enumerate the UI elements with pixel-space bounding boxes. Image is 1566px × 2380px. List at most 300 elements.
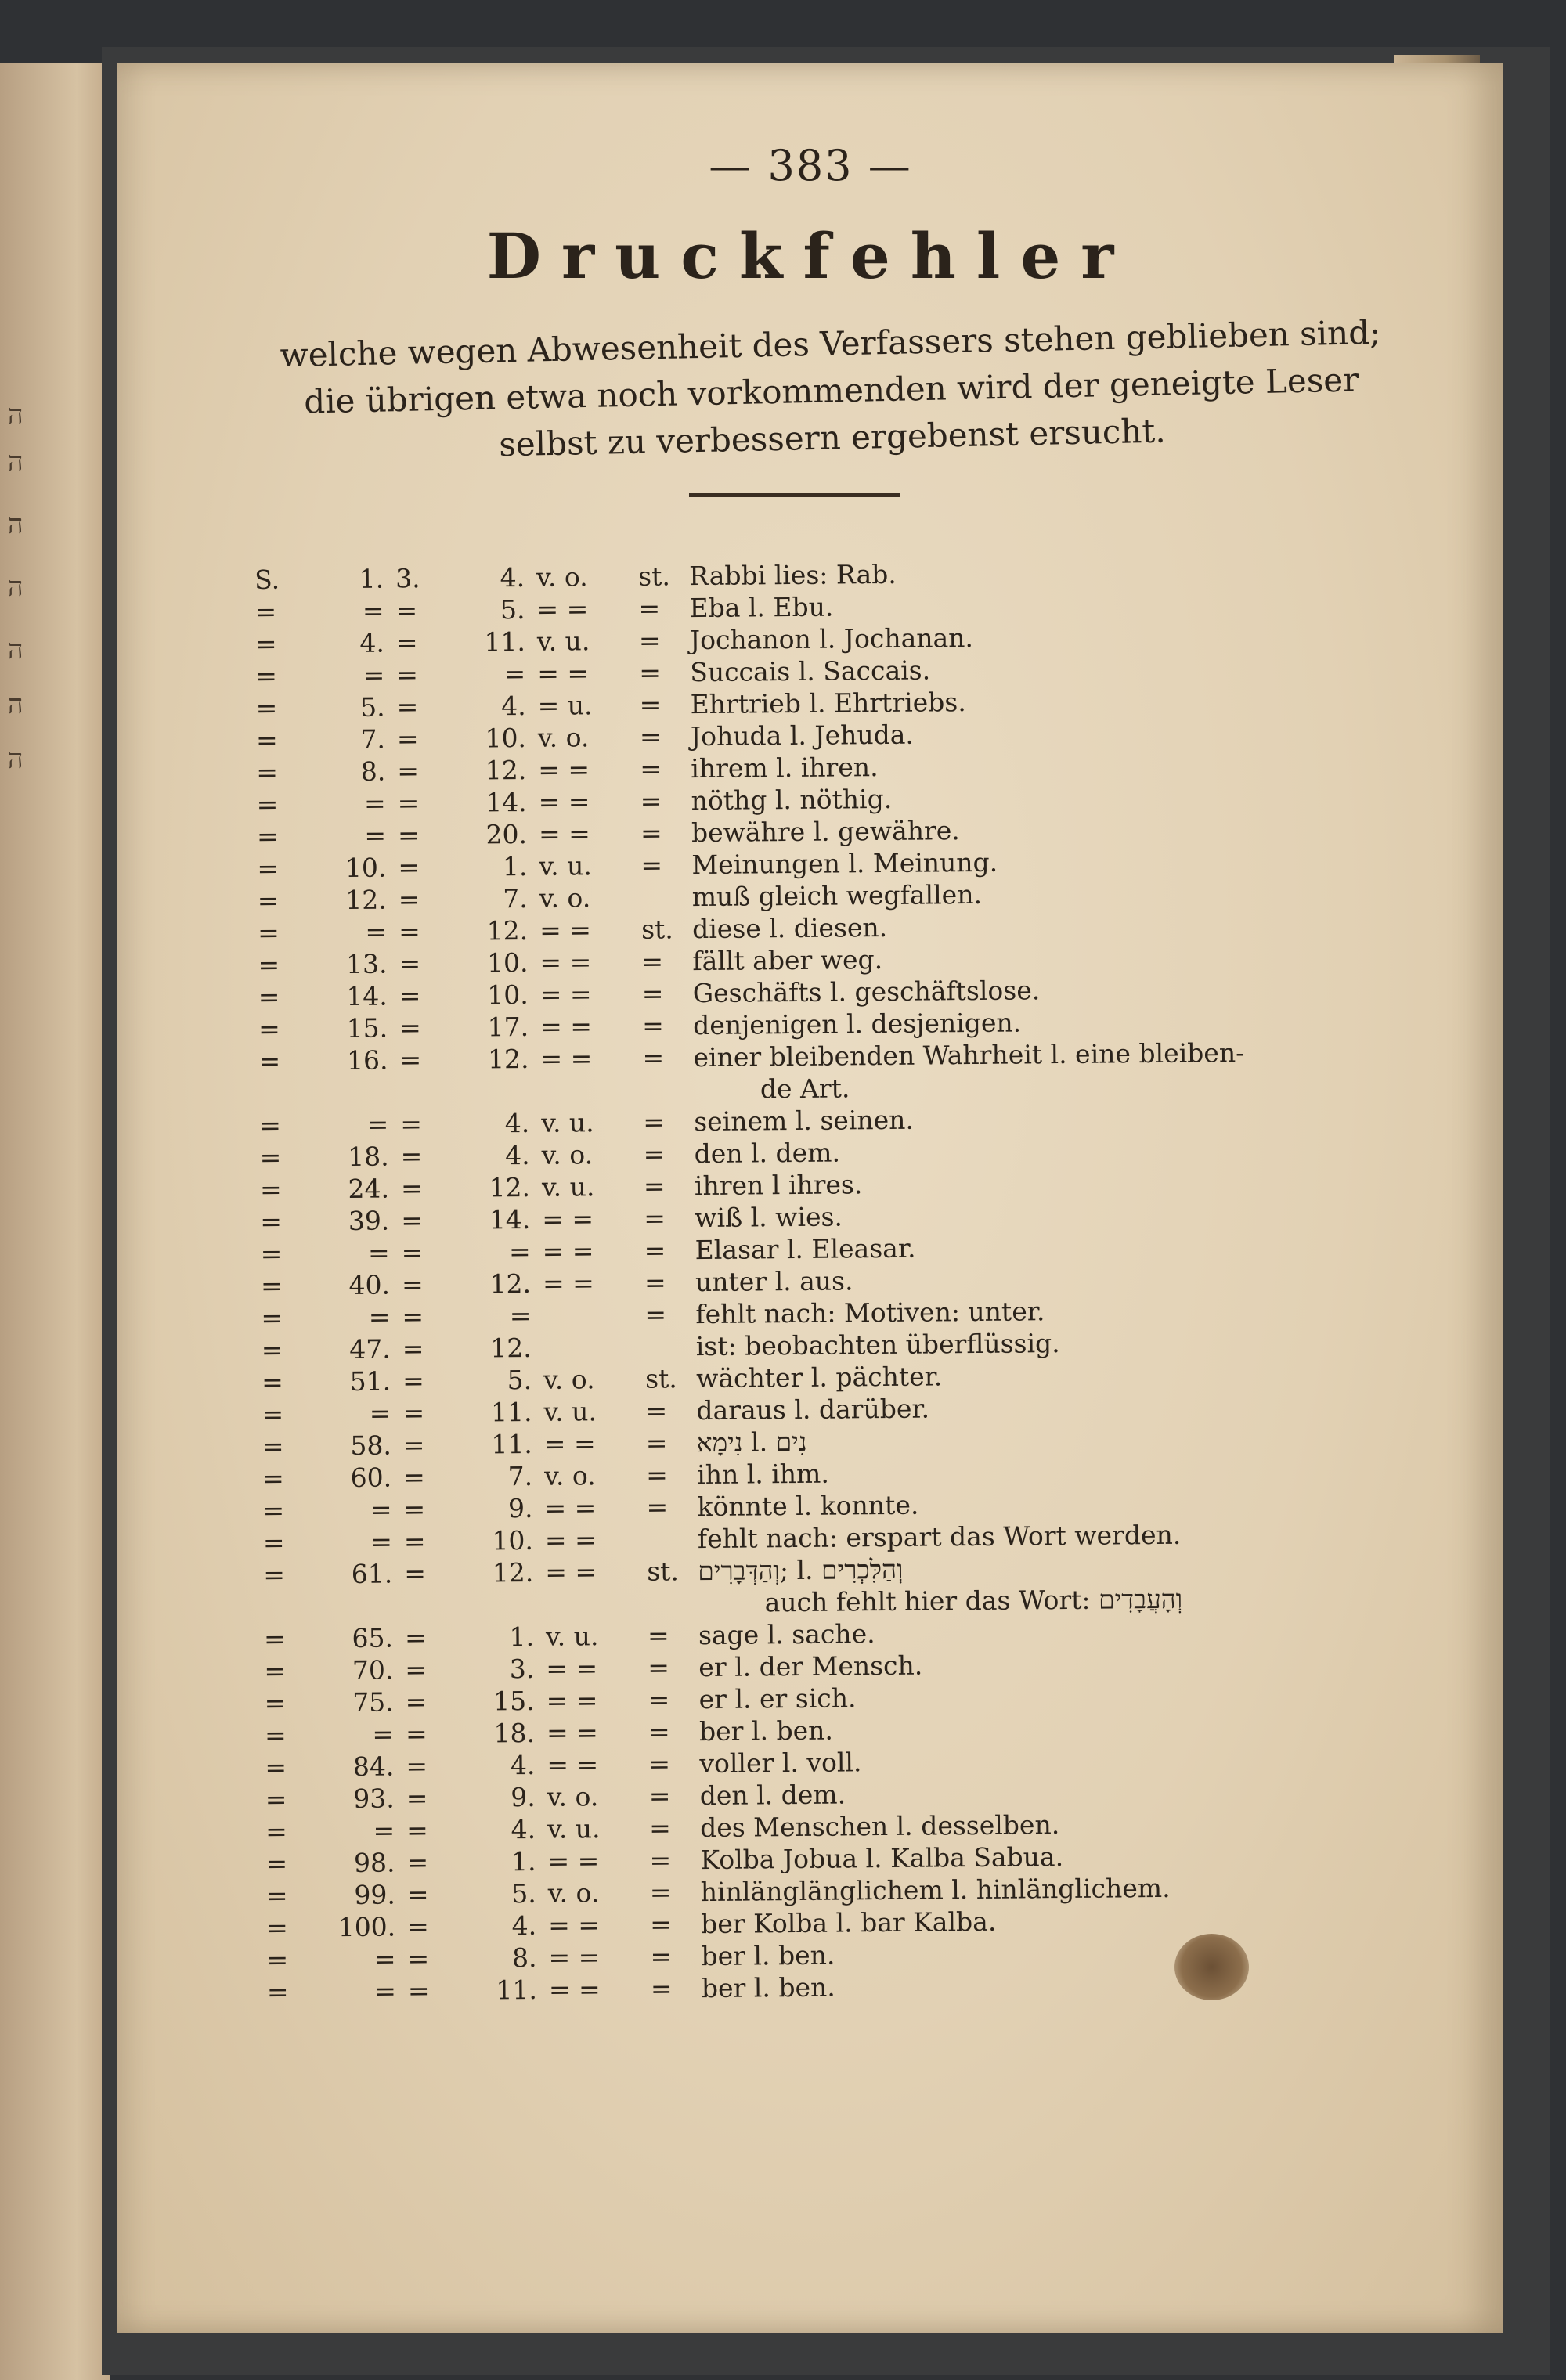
previous-page-edge	[0, 63, 110, 2380]
errata-marker: =	[643, 1138, 690, 1170]
errata-correction: hinlänglänglichem l. hinlänglichem.	[701, 1872, 1171, 1908]
errata-correction: Kolba Jobua l. Kalba Sabua.	[700, 1841, 1063, 1876]
ink-stain	[1174, 1934, 1249, 2000]
errata-page-number: 51.	[328, 1365, 391, 1398]
errata-page-prefix: =	[262, 1333, 309, 1366]
errata-page-prefix: =	[257, 852, 304, 885]
errata-correction: wächter l. pächter.	[696, 1360, 943, 1394]
errata-direction: = =	[545, 1524, 647, 1556]
errata-direction: = =	[547, 1684, 648, 1717]
errata-line-number: 10.	[449, 947, 528, 979]
hebrew-glyph: ה	[8, 634, 23, 665]
errata-page-number: 100.	[333, 1910, 395, 1943]
errata-line-number: 4.	[451, 1139, 529, 1172]
errata-separator: =	[403, 1461, 435, 1493]
errata-direction: = =	[539, 817, 640, 850]
errata-page-number: =	[326, 1109, 388, 1141]
errata-line-number: 12.	[448, 754, 526, 787]
errata-direction: v. o.	[539, 882, 641, 914]
errata-correction: seinem l. seinen.	[694, 1104, 914, 1138]
errata-line-number: 7.	[449, 882, 528, 915]
errata-direction: = =	[547, 1716, 648, 1749]
errata-line-number: 18.	[456, 1717, 535, 1750]
errata-marker: =	[640, 720, 687, 753]
hebrew-glyph: ה	[8, 509, 23, 540]
errata-direction: = =	[536, 593, 638, 626]
errata-separator: =	[399, 915, 430, 947]
errata-correction: denjenigen l. desjenigen.	[693, 1006, 1021, 1041]
errata-page-number: 40.	[327, 1269, 390, 1302]
errata-marker	[641, 881, 688, 882]
errata-direction: = =	[538, 753, 640, 786]
errata-page-number: =	[321, 595, 384, 628]
errata-correction: ihn l. ihm.	[697, 1458, 829, 1491]
errata-page-prefix: =	[264, 1654, 311, 1687]
errata-page-number: 47.	[328, 1333, 391, 1366]
errata-page-number: 7.	[323, 723, 385, 756]
errata-marker: =	[640, 849, 687, 882]
errata-line-number: 4.	[446, 561, 525, 594]
errata-page-prefix: =	[261, 1269, 308, 1302]
errata-marker: =	[648, 1715, 695, 1748]
errata-separator: =	[396, 658, 428, 691]
errata-separator: =	[406, 1750, 437, 1782]
errata-line-number: 11.	[459, 1974, 537, 2007]
errata-separator: =	[397, 723, 428, 755]
errata-direction: = =	[539, 946, 641, 979]
errata-direction: = =	[543, 1267, 644, 1300]
errata-page-prefix: =	[255, 691, 302, 724]
errata-separator: =	[399, 947, 430, 979]
errata-page-number: 10.	[323, 852, 386, 885]
errata-page-number: 70.	[330, 1654, 393, 1687]
errata-page-number: 5.	[322, 691, 384, 724]
errata-line-number: 12.	[452, 1171, 530, 1204]
errata-page-number: 4.	[322, 627, 384, 660]
errata-marker: =	[648, 1683, 695, 1716]
errata-direction: v. u.	[543, 1395, 645, 1428]
errata-correction: Jochanon l. Jochanan.	[690, 622, 973, 656]
errata-line-number: 5.	[453, 1364, 532, 1397]
errata-marker: st.	[641, 913, 688, 946]
errata-marker: =	[640, 784, 687, 817]
errata-marker: =	[649, 1844, 696, 1877]
errata-correction: fehlt nach: erspart das Wort werden.	[698, 1519, 1182, 1555]
errata-page-prefix: =	[258, 980, 305, 1013]
errata-line-number: =	[453, 1235, 531, 1268]
errata-direction: v. o.	[548, 1877, 650, 1909]
page-title: Druckfehler	[117, 219, 1503, 293]
errata-marker: =	[646, 1459, 693, 1491]
errata-page-prefix: =	[258, 884, 305, 917]
errata-separator: =	[404, 1557, 435, 1589]
errata-page-number: =	[324, 916, 387, 949]
errata-direction: v. u.	[542, 1170, 644, 1203]
errata-separator: =	[406, 1814, 438, 1846]
hebrew-glyph: ה	[8, 744, 23, 775]
errata-separator: =	[408, 1974, 439, 2007]
errata-separator: =	[395, 594, 427, 626]
errata-page-prefix: =	[262, 1430, 309, 1462]
errata-correction: Rabbi lies: Rab.	[689, 558, 897, 592]
errata-page-prefix: =	[257, 820, 304, 853]
errata-separator: =	[402, 1332, 434, 1365]
errata-marker: =	[640, 817, 687, 849]
errata-correction: נִימָא l. נִים	[697, 1426, 807, 1459]
errata-separator: =	[398, 851, 429, 883]
errata-marker: =	[651, 1972, 698, 2005]
errata-direction: = =	[538, 785, 640, 818]
errata-line-number: 5.	[458, 1877, 536, 1910]
errata-direction: = =	[542, 1203, 644, 1235]
errata-correction: fällt aber weg.	[692, 943, 882, 977]
errata-line-number: 1.	[449, 850, 527, 883]
errata-page-prefix: =	[258, 916, 305, 949]
errata-marker: =	[650, 1876, 697, 1909]
errata-correction: den l. dem.	[694, 1137, 840, 1170]
errata-page-number: 61.	[330, 1558, 392, 1591]
errata-direction: = =	[548, 1909, 650, 1942]
errata-correction: diese l. diesen.	[692, 911, 887, 945]
errata-line-number: 12.	[450, 1043, 529, 1076]
errata-page-number	[326, 1076, 388, 1077]
errata-correction: וְהַדְּבָרִים; l. וְהַלִּכְרִים	[698, 1553, 904, 1587]
errata-separator: =	[406, 1846, 438, 1878]
errata-direction: v. u.	[539, 849, 640, 882]
errata-marker: =	[641, 945, 688, 978]
errata-correction: Elasar l. Eleasar.	[695, 1232, 915, 1266]
errata-page-number: =	[329, 1494, 392, 1527]
errata-marker: =	[649, 1780, 696, 1812]
errata-line-number: 17.	[450, 1011, 529, 1044]
errata-page-number: 14.	[325, 980, 388, 1013]
errata-line-number: 10.	[455, 1524, 533, 1557]
errata-page-prefix: =	[262, 1365, 309, 1398]
errata-correction: wiß l. wies.	[695, 1200, 843, 1234]
errata-page-number: 39.	[327, 1205, 389, 1238]
errata-direction: = =	[546, 1652, 648, 1685]
errata-line-number: 12.	[449, 914, 528, 947]
errata-page-prefix: =	[254, 595, 301, 628]
errata-separator: =	[402, 1365, 434, 1397]
errata-line-number: 11.	[454, 1428, 532, 1461]
errata-correction: Johuda l. Jehuda.	[691, 719, 914, 752]
errata-page-number: 84.	[331, 1751, 394, 1783]
errata-marker: =	[646, 1491, 693, 1524]
errata-separator: =	[399, 1012, 431, 1044]
errata-correction: des Menschen l. desselben.	[700, 1808, 1059, 1844]
errata-line-number: 20.	[449, 818, 527, 851]
errata-marker: =	[648, 1619, 695, 1652]
errata-direction	[543, 1331, 645, 1332]
errata-correction: daraus l. darüber.	[696, 1393, 929, 1427]
errata-direction: v. o.	[543, 1363, 645, 1396]
errata-correction: unter l. aus.	[695, 1264, 853, 1298]
errata-direction: v. u.	[546, 1620, 648, 1653]
errata-marker: =	[646, 1426, 693, 1459]
errata-marker: =	[639, 624, 686, 657]
errata-line-number: 4.	[456, 1749, 535, 1782]
errata-correction: Geschäfts l. geschäftslose.	[693, 974, 1041, 1009]
errata-correction: könnte l. konnte.	[697, 1489, 918, 1523]
errata-page-number: =	[333, 1942, 395, 1975]
errata-marker: st.	[647, 1555, 694, 1588]
errata-correction: muß gleich wegfallen.	[692, 878, 983, 913]
errata-correction: auch fehlt hier das Wort: וְהָעֲבָדִים	[764, 1583, 1182, 1619]
errata-line-number: 8.	[458, 1942, 536, 1974]
errata-correction: ber l. ben.	[702, 1971, 835, 2004]
errata-correction: ist: beobachten überflüssig.	[696, 1327, 1060, 1362]
errata-correction: nöthg l. nöthig.	[691, 783, 892, 817]
errata-direction: = =	[547, 1844, 649, 1877]
errata-page-prefix: =	[258, 948, 305, 981]
errata-line-number: 4.	[451, 1107, 529, 1140]
errata-line-number: 5.	[446, 593, 525, 626]
errata-direction: = =	[537, 657, 639, 690]
errata-direction: v. o.	[536, 561, 638, 593]
errata-page-number: 58.	[329, 1430, 392, 1462]
errata-line-number: 12.	[453, 1332, 532, 1365]
errata-marker: st.	[645, 1362, 692, 1395]
errata-page-number: =	[328, 1397, 391, 1430]
errata-line-number: 9.	[457, 1781, 536, 1814]
errata-page-prefix: =	[265, 1815, 312, 1848]
errata-line-number: 1.	[457, 1845, 536, 1878]
errata-page-number: =	[331, 1718, 394, 1751]
errata-direction: v. o.	[538, 721, 640, 754]
intro-paragraph: welche wegen Abwesenheit des Verfassers stehen geblieben sind; die übrigen etwa noch vorkommenden wird der geneigte Leser selbst zu verbessern ergebenst ersucht.	[251, 308, 1412, 474]
errata-separator: =	[397, 787, 428, 819]
hebrew-glyph: ה	[8, 689, 23, 720]
errata-separator: =	[399, 979, 431, 1012]
errata-page-number: 99.	[333, 1878, 395, 1911]
errata-page-prefix: S.	[254, 563, 301, 596]
errata-page-prefix: =	[265, 1847, 312, 1880]
hebrew-glyph: ה	[8, 399, 23, 431]
errata-separator: =	[403, 1429, 435, 1461]
errata-correction: er l. er sich.	[699, 1682, 857, 1715]
errata-direction: = =	[539, 914, 641, 947]
hebrew-glyph: ה	[8, 446, 23, 478]
errata-correction: er l. der Mensch.	[698, 1650, 922, 1683]
errata-separator: =	[401, 1172, 432, 1204]
errata-direction: v. o.	[547, 1780, 649, 1813]
errata-marker	[647, 1587, 694, 1588]
errata-marker: =	[639, 656, 686, 689]
errata-marker: =	[648, 1747, 695, 1780]
errata-page-number: =	[334, 1974, 396, 2007]
errata-page-prefix: =	[264, 1622, 311, 1655]
errata-correction: Ehrtrieb l. Ehrtriebs.	[690, 686, 966, 720]
errata-line-number: 15.	[456, 1685, 535, 1718]
errata-correction: den l. dem.	[700, 1778, 846, 1812]
errata-separator: =	[403, 1493, 435, 1525]
errata-page-prefix: =	[263, 1526, 310, 1559]
errata-page-number: =	[322, 659, 384, 692]
errata-page-number: =	[323, 788, 386, 820]
errata-page-prefix: =	[255, 627, 302, 660]
errata-line-number: 3.	[456, 1653, 534, 1686]
errata-direction: = =	[549, 1973, 651, 2006]
errata-direction: = =	[547, 1748, 648, 1781]
errata-marker: =	[650, 1908, 697, 1941]
errata-direction: = =	[544, 1491, 646, 1524]
errata-page-prefix: =	[258, 1044, 305, 1077]
errata-page-prefix	[263, 1590, 310, 1591]
errata-separator: =	[407, 1942, 438, 1974]
errata-line-number	[451, 1075, 529, 1076]
errata-correction: de Art.	[760, 1072, 850, 1105]
errata-direction: v. u.	[537, 625, 639, 658]
errata-page-prefix: =	[266, 1943, 313, 1976]
errata-line-number: 4.	[457, 1813, 536, 1846]
errata-line-number: 10.	[448, 722, 526, 755]
errata-page-number: =	[327, 1301, 390, 1334]
errata-marker: =	[639, 688, 686, 721]
errata-page-number: 16.	[325, 1044, 388, 1077]
errata-separator: =	[406, 1718, 437, 1750]
errata-line-number	[455, 1588, 533, 1589]
errata-page-prefix: =	[265, 1718, 312, 1751]
errata-page-prefix: =	[266, 1911, 313, 1944]
errata-separator: 3.	[395, 562, 427, 594]
errata-direction: = =	[542, 1235, 644, 1268]
errata-separator: =	[402, 1236, 433, 1268]
errata-page-prefix: =	[258, 1012, 305, 1045]
errata-correction: Eba l. Ebu.	[689, 591, 833, 625]
errata-line-number: 1.	[456, 1621, 534, 1653]
errata-marker: st.	[638, 560, 685, 593]
errata-page-number: 60.	[329, 1462, 392, 1495]
errata-line-number: =	[453, 1300, 531, 1332]
errata-marker: =	[640, 752, 687, 785]
errata-page-number: 13.	[324, 948, 387, 981]
errata-direction: = u.	[537, 689, 639, 722]
errata-direction: = =	[540, 978, 642, 1011]
errata-separator: =	[405, 1653, 436, 1686]
errata-separator: =	[404, 1525, 435, 1557]
errata-separator: =	[399, 883, 430, 915]
errata-page-prefix: =	[260, 1173, 307, 1206]
errata-marker: =	[644, 1202, 691, 1235]
hebrew-glyph: ה	[8, 572, 23, 603]
errata-line-number: 4.	[458, 1909, 536, 1942]
errata-page-prefix: =	[259, 1109, 306, 1141]
errata-marker: =	[642, 1041, 689, 1074]
errata-marker: =	[638, 592, 685, 625]
errata-correction: ihrem l. ihren.	[691, 751, 879, 784]
errata-marker: =	[650, 1940, 697, 1973]
errata-page-prefix: =	[261, 1237, 308, 1270]
errata-separator: =	[407, 1878, 438, 1910]
errata-separator: =	[402, 1397, 434, 1429]
errata-page-prefix: =	[267, 1975, 314, 2008]
errata-page-number: =	[327, 1237, 390, 1270]
errata-page-number: 24.	[327, 1173, 389, 1206]
errata-list	[254, 553, 1488, 2008]
divider-rule	[689, 493, 900, 497]
errata-page-prefix: =	[262, 1462, 309, 1495]
errata-direction: = =	[544, 1427, 646, 1460]
errata-direction: v. u.	[547, 1812, 649, 1845]
errata-page-number: 18.	[326, 1141, 388, 1174]
errata-marker: =	[644, 1234, 691, 1267]
errata-line-number: 12.	[455, 1556, 533, 1589]
errata-marker: =	[642, 977, 689, 1010]
errata-separator: =	[396, 691, 428, 723]
errata-page-number: =	[330, 1526, 392, 1559]
errata-correction: ber Kolba l. bar Kalba.	[701, 1906, 997, 1940]
errata-page-prefix: =	[257, 788, 304, 820]
errata-separator: =	[402, 1268, 433, 1300]
errata-direction: v. o.	[544, 1459, 646, 1492]
errata-correction: voller l. voll.	[699, 1746, 861, 1780]
errata-page-number	[330, 1590, 392, 1591]
errata-page-number: =	[323, 820, 386, 853]
errata-page-prefix: =	[261, 1301, 308, 1334]
errata-separator: =	[401, 1204, 432, 1236]
errata-line-number: 12.	[453, 1268, 531, 1300]
errata-separator: =	[399, 1044, 431, 1076]
errata-page-number: 65.	[330, 1622, 393, 1655]
errata-line-number: 10.	[450, 979, 529, 1012]
errata-line-number: 11.	[453, 1396, 532, 1429]
errata-page-number: 15.	[325, 1012, 388, 1045]
errata-marker	[643, 1073, 690, 1074]
errata-page-prefix: =	[266, 1879, 313, 1912]
errata-marker: =	[644, 1298, 691, 1331]
errata-direction: = =	[540, 1042, 642, 1075]
errata-line-number: 7.	[454, 1460, 532, 1493]
errata-page-prefix: =	[259, 1141, 306, 1174]
errata-correction: einer bleibenden Wahrheit l. eine bleiben-	[693, 1037, 1244, 1073]
errata-page-prefix	[259, 1076, 306, 1077]
errata-marker: =	[645, 1394, 692, 1427]
errata-separator: =	[407, 1910, 438, 1942]
errata-page-prefix: =	[255, 659, 302, 692]
errata-line-number: 4.	[447, 690, 525, 723]
errata-page-prefix: =	[265, 1686, 312, 1719]
page-number: — 383 —	[117, 141, 1503, 190]
errata-direction: v. o.	[541, 1138, 643, 1171]
errata-direction: v. u.	[541, 1106, 643, 1139]
errata-page-number: 12.	[324, 884, 387, 917]
errata-page-prefix: =	[265, 1783, 312, 1816]
errata-direction: = =	[540, 1010, 642, 1043]
errata-marker: =	[644, 1170, 691, 1203]
errata-direction	[541, 1074, 643, 1075]
errata-marker: =	[642, 1009, 689, 1042]
errata-page-prefix: =	[262, 1494, 309, 1527]
errata-page-prefix: =	[256, 755, 303, 788]
errata-marker	[647, 1523, 694, 1524]
errata-marker: =	[648, 1651, 695, 1684]
errata-page-number: 75.	[331, 1686, 394, 1719]
errata-direction	[543, 1299, 644, 1300]
errata-correction: ber l. ben.	[699, 1715, 833, 1747]
errata-separator: =	[400, 1140, 431, 1172]
errata-page-prefix: =	[265, 1751, 312, 1783]
errata-page-prefix: =	[262, 1397, 309, 1430]
errata-direction: = =	[548, 1941, 650, 1974]
errata-marker	[645, 1330, 692, 1331]
errata-line-number: 11.	[447, 626, 525, 658]
errata-separator: =	[406, 1686, 437, 1718]
errata-line-number: =	[447, 658, 525, 691]
errata-page-prefix: =	[256, 723, 303, 756]
errata-separator: =	[397, 755, 428, 787]
errata-separator: =	[402, 1300, 433, 1332]
